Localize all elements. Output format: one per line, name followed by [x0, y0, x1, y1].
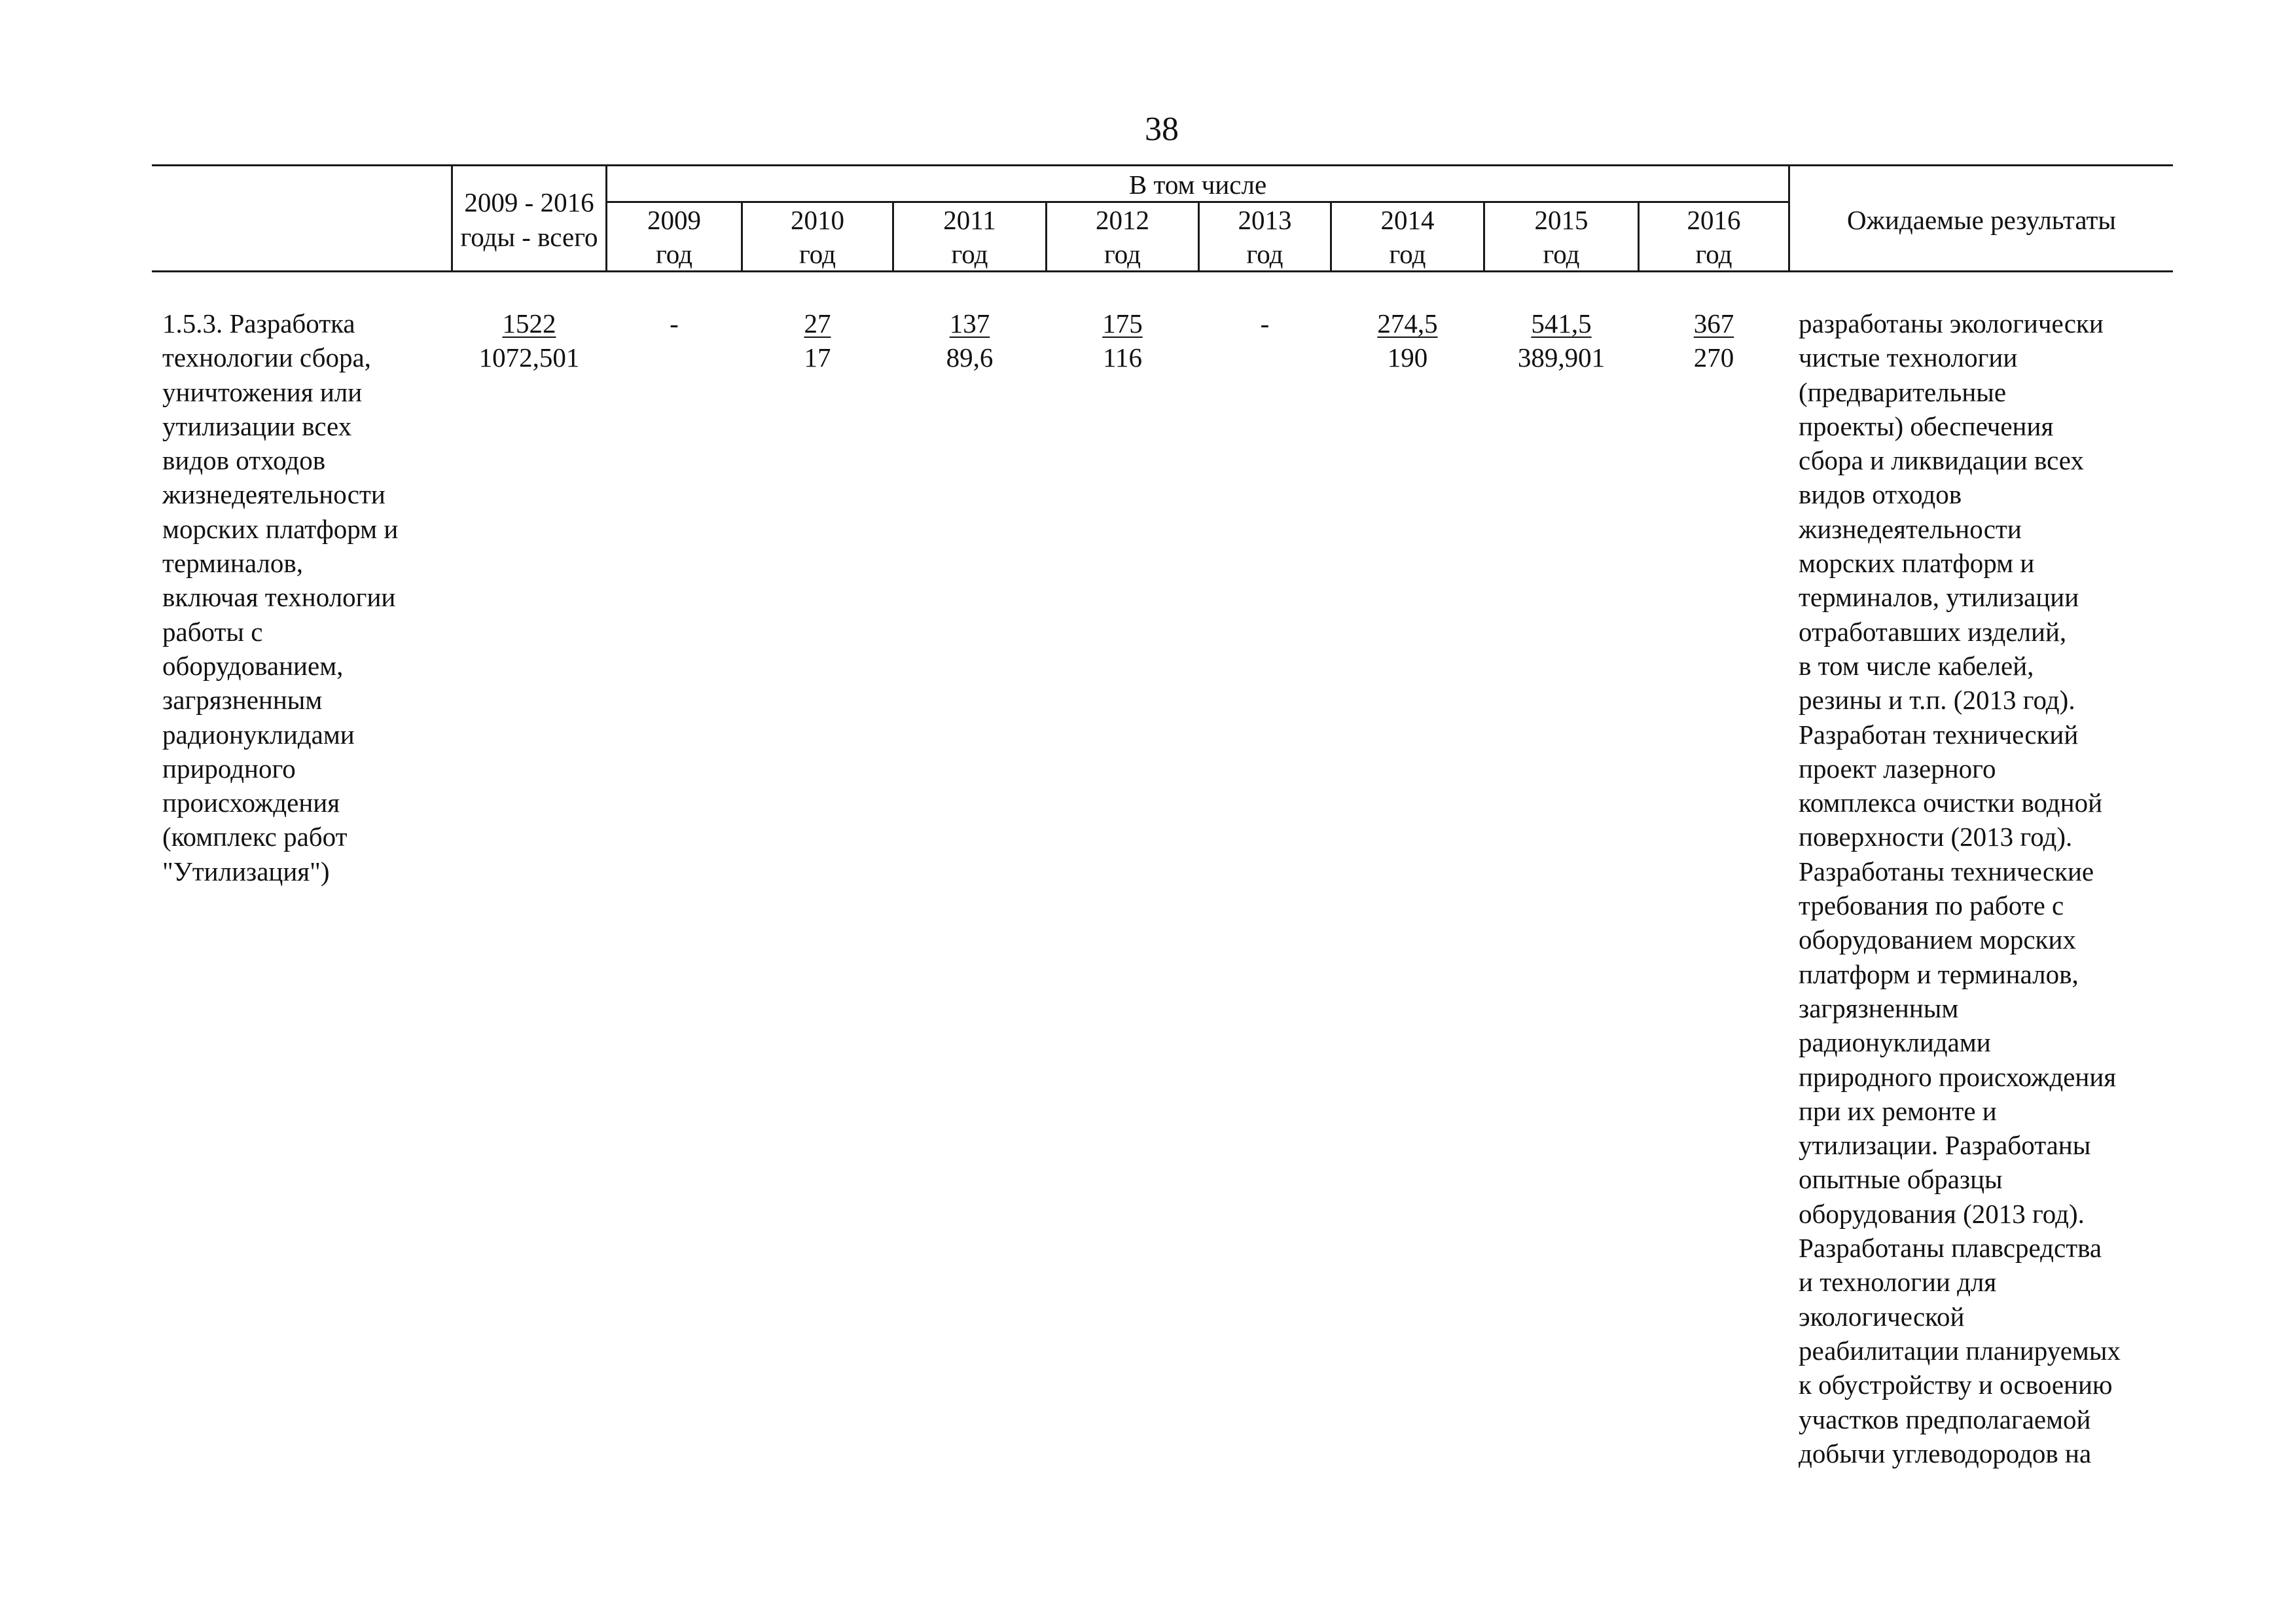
- result-line: проект лазерного: [1799, 753, 1996, 784]
- header-year: 2010: [791, 205, 844, 235]
- year-bottom-value: 270: [1693, 342, 1734, 373]
- result-line: опытные образцы: [1799, 1164, 2003, 1195]
- expected-results: [1799, 306, 2121, 1470]
- table-top-rule: [152, 164, 2173, 166]
- total-top: 1522: [502, 308, 556, 338]
- result-line: загрязненным: [1799, 993, 1959, 1023]
- activity-name-line: морских платформ и: [162, 513, 399, 544]
- activity-name-line: (комплекс работ: [162, 822, 348, 852]
- result-line: природного происхождения: [1799, 1061, 2117, 1092]
- header-total-line1: 2009 - 2016: [464, 187, 594, 217]
- year-value-2015: [1485, 306, 1638, 340]
- activity-name-line: включая технологии: [162, 582, 396, 613]
- year-top-value: 367: [1693, 308, 1734, 338]
- result-line: Разработаны плавсредства: [1799, 1233, 2102, 1264]
- year-value-2010: [743, 306, 892, 340]
- year-value-2012: [1047, 306, 1198, 340]
- result-line: оборудованием морских: [1799, 924, 2076, 955]
- result-line: резины и т.п. (2013 год).: [1799, 685, 2075, 716]
- year-top-value: 541,5: [1531, 308, 1592, 338]
- activity-name-line: радионуклидами: [162, 719, 355, 750]
- year-bottom-value: 190: [1387, 342, 1428, 373]
- header-year: 2009: [647, 205, 701, 235]
- total-value: [453, 306, 605, 340]
- year-top-value: 137: [949, 308, 990, 338]
- result-line: жизнедеятельности: [1799, 513, 2022, 544]
- activity-name-line: происхождения: [162, 788, 340, 818]
- result-line: реабилитации планируемых: [1799, 1335, 2121, 1366]
- year-top-value: 27: [804, 308, 831, 338]
- header-year: 2014: [1380, 205, 1435, 235]
- year-bottom-value: 89,6: [946, 342, 994, 373]
- year-value-2013: -: [1260, 308, 1270, 338]
- activity-name-line: природного: [162, 753, 296, 784]
- header-year-unit: год: [1695, 239, 1732, 269]
- year-top-value: 274,5: [1377, 308, 1438, 338]
- activity-name-line: терминалов,: [162, 548, 303, 579]
- header-year: 2011: [943, 205, 996, 235]
- activity-name-line: оборудованием,: [162, 650, 344, 681]
- header-year-unit: год: [656, 239, 692, 269]
- activity-name-line: жизнедеятельности: [162, 479, 386, 510]
- result-line: сбора и ликвидации всех: [1799, 445, 2084, 476]
- header-year: 2016: [1687, 205, 1741, 235]
- result-line: оборудования (2013 год).: [1799, 1198, 2085, 1229]
- activity-name-line: "Утилизация"): [162, 856, 330, 886]
- result-line: и технологии для: [1799, 1267, 1997, 1298]
- result-line: терминалов, утилизации: [1799, 582, 2079, 613]
- header-year: 2012: [1096, 205, 1149, 235]
- activity-name-line: утилизации всех: [162, 410, 352, 441]
- activity-name-line: технологии сбора,: [162, 342, 371, 373]
- year-value-2009: -: [670, 308, 679, 338]
- result-line: поверхности (2013 год).: [1799, 822, 2073, 852]
- result-line: Разработаны технические: [1799, 856, 2094, 886]
- total-bottom: 1072,501: [478, 342, 580, 373]
- result-line: комплекса очистки водной: [1799, 788, 2103, 818]
- header-total-line2: годы - всего: [460, 222, 598, 252]
- year-bottom-value: 116: [1103, 342, 1142, 373]
- header-results: Ожидаемые результаты: [1847, 205, 2116, 235]
- result-line: Разработан технический: [1799, 719, 2079, 750]
- result-line: к обустройству и освоению: [1799, 1370, 2113, 1400]
- activity-name-line: работы с: [162, 616, 263, 647]
- result-line: проекты) обеспечения: [1799, 410, 2054, 441]
- activity-name-line: видов отходов: [162, 445, 326, 476]
- year-value-2011: [894, 306, 1045, 340]
- activity-name-line: 1.5.3. Разработка: [162, 308, 355, 338]
- header-year-unit: год: [1104, 239, 1141, 269]
- header-year-unit: год: [1389, 239, 1426, 269]
- result-line: чистые технологии: [1799, 342, 2018, 373]
- year-bottom-value: 389,901: [1517, 342, 1605, 373]
- result-line: морских платформ и: [1799, 548, 2035, 579]
- year-bottom-value: 17: [804, 342, 831, 373]
- result-line: радионуклидами: [1799, 1027, 1991, 1058]
- result-line: (предварительные: [1799, 376, 2007, 407]
- header-year-unit: год: [799, 239, 836, 269]
- result-line: разработаны экологически: [1799, 308, 2104, 338]
- year-top-value: 175: [1102, 308, 1143, 338]
- result-line: при их ремонте и: [1799, 1095, 1997, 1126]
- result-line: платформ и терминалов,: [1799, 958, 2079, 989]
- result-line: участков предполагаемой: [1799, 1404, 2091, 1434]
- result-line: требования по работе с: [1799, 890, 2064, 921]
- year-value-2014: [1332, 306, 1483, 340]
- activity-name-line: загрязненным: [162, 685, 323, 716]
- header-year: 2013: [1238, 205, 1292, 235]
- result-line: добычи углеводородов на: [1799, 1438, 2092, 1468]
- result-line: в том числе кабелей,: [1799, 650, 2034, 681]
- page-number: 38: [1145, 111, 1179, 148]
- header-year-unit: год: [951, 239, 988, 269]
- activity-name: [162, 306, 398, 888]
- header-including: В том числе: [1128, 170, 1267, 200]
- year-value-2016: [1640, 306, 1788, 340]
- result-line: видов отходов: [1799, 479, 1962, 510]
- header-year: 2015: [1534, 205, 1588, 235]
- result-line: утилизации. Разработаны: [1799, 1130, 2091, 1161]
- result-line: отработавших изделий,: [1799, 616, 2067, 647]
- activity-name-line: уничтожения или: [162, 376, 363, 407]
- header-year-unit: год: [1543, 239, 1580, 269]
- header-year-unit: год: [1246, 239, 1283, 269]
- result-line: экологической: [1799, 1301, 1965, 1332]
